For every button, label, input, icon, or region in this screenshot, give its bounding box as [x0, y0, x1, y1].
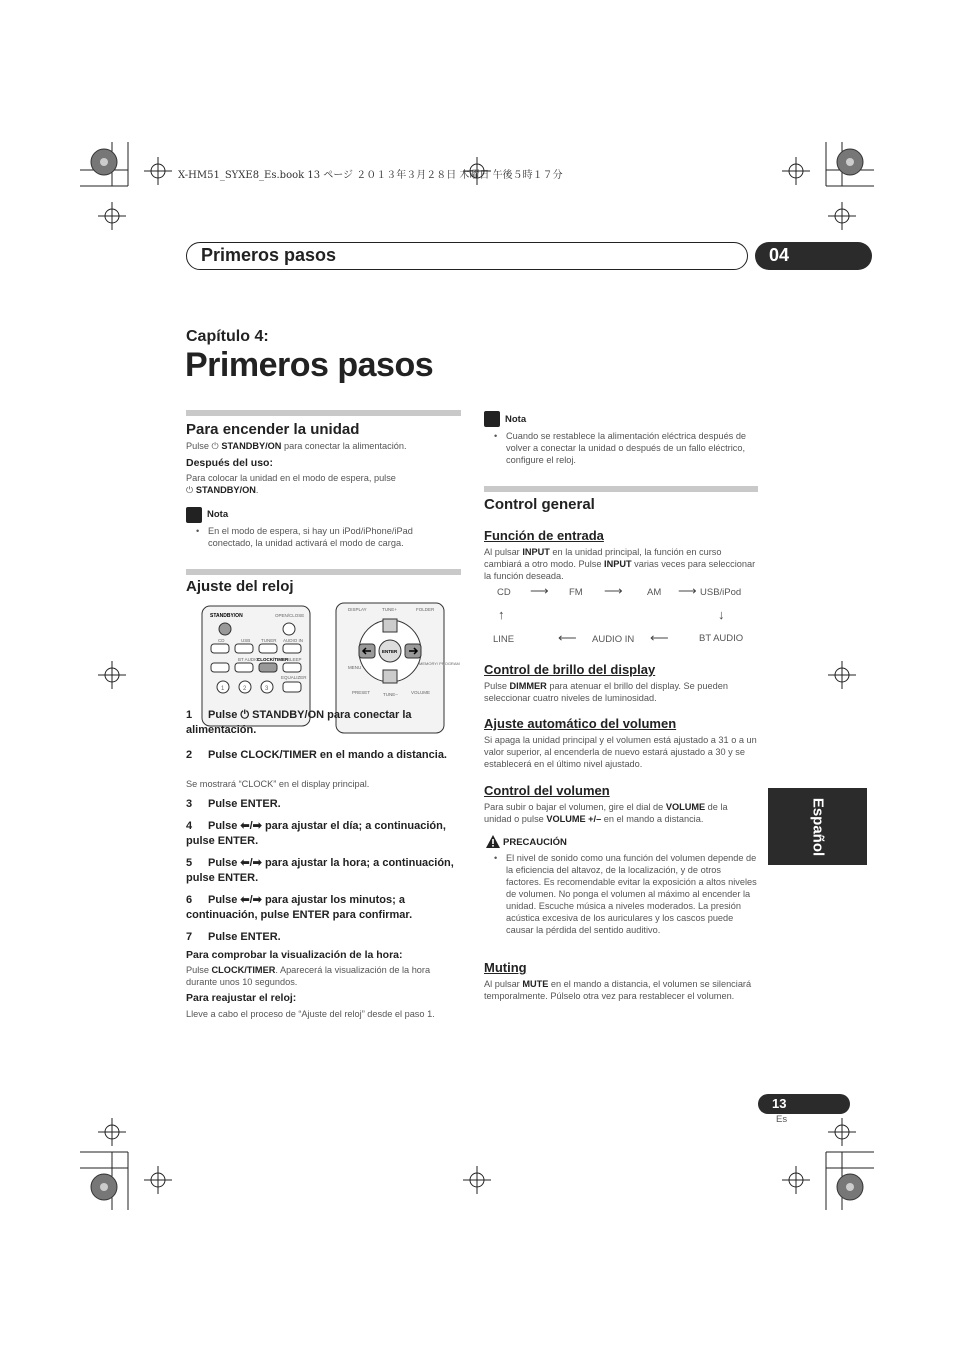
- svg-text:2: 2: [243, 686, 247, 692]
- arrow-right-icon: ⟶: [678, 583, 697, 598]
- nota-label: Nota: [207, 509, 229, 520]
- svg-text:MENU: MENU: [348, 665, 362, 670]
- svg-text:DISPLAY: DISPLAY: [348, 607, 367, 612]
- svg-text:CD: CD: [218, 638, 225, 643]
- step-4: 4 Pulse ⬅/➡ para ajustar el día; a continuación, pulse ENTER.: [186, 820, 446, 847]
- svg-text:BT AUDIO: BT AUDIO: [238, 657, 259, 662]
- page-title: Primeros pasos: [185, 346, 434, 384]
- check-time-text: Pulse CLOCK/TIMER. Aparecerá la visualización de la hora durante unos 10 segundos.: [186, 965, 431, 987]
- section-rule: [186, 569, 461, 575]
- power-icon: ⏻: [186, 485, 196, 495]
- svg-text:EQUALIZER: EQUALIZER: [281, 675, 307, 680]
- chapter-label: Capítulo 4:: [186, 328, 269, 345]
- svg-text:FOLDER: FOLDER: [416, 607, 435, 612]
- heading-control-volumen: Control del volumen: [484, 783, 610, 798]
- precaucion-bullet: El nivel de sonido como una función del volumen depende de la eficiencia del altavoz, de la localización, y de otros factores. Es recomendable evitar la exposición a altos niveles de volumen. No ponga el volumen al máximo al encender la unidad. Escuche música a niveles moderados. La presión acústica excesiva de los auriculares y los cascos puede causar la pérdida del sentido auditivo.: [506, 853, 757, 935]
- flow-line: LINE: [493, 634, 515, 645]
- flow-audio-in: AUDIO IN: [592, 634, 635, 645]
- svg-text:3: 3: [265, 686, 269, 692]
- section-rule: [186, 410, 461, 416]
- heading-encender: Para encender la unidad: [186, 421, 360, 438]
- chapter-number-pill: [755, 242, 872, 270]
- reset-clock-subheading: Para reajustar el reloj:: [186, 992, 297, 1004]
- step-6: 6 Pulse ⬅/➡ para ajustar los minutos; a continuación, pulse ENTER para confirmar.: [186, 894, 413, 921]
- step-7: 7 Pulse ENTER.: [186, 931, 281, 943]
- svg-text:CLOCK/TIMER: CLOCK/TIMER: [257, 657, 289, 662]
- svg-text:AUDIO IN: AUDIO IN: [283, 638, 304, 643]
- precaucion-label: PRECAUCIÓN: [503, 837, 567, 848]
- arrow-up-icon: ↑: [498, 607, 505, 622]
- page-number: 13: [772, 1096, 787, 1111]
- flow-fm: FM: [569, 587, 583, 598]
- heading-control-general: Control general: [484, 496, 595, 513]
- muting-text: Al pulsar MUTE en el mando a distancia, el volumen se silenciará temporalmente. Púlselo otra vez para restablecer el volumen.: [484, 979, 752, 1001]
- svg-text:TUNER: TUNER: [261, 638, 277, 643]
- print-header: X-HM51_SYXE8_Es.book 13 ページ ２０１３年３月２８日 木曜日 午後５時１７分: [178, 170, 563, 181]
- step-2: 2 Pulse CLOCK/TIMER en el mando a distancia.: [186, 749, 447, 761]
- svg-text:TUNE+: TUNE+: [382, 607, 397, 612]
- reset-clock-text: Lleve a cabo el proceso de “Ajuste del reloj” desde el paso 1.: [186, 1009, 435, 1019]
- step-2-note: Se mostrará “CLOCK” en el display principal.: [186, 779, 370, 789]
- chapter-header-title: Primeros pasos: [201, 245, 337, 265]
- brillo-text: Pulse DIMMER para atenuar el brillo del display. Se pueden seleccionar cuatro niveles de luminosidad.: [484, 681, 728, 703]
- volumen-text: Para subir o bajar el volumen, gire el dial de VOLUME de la unidad o pulse VOLUME +/– en el mando a distancia.: [484, 802, 728, 824]
- check-time-subheading: Para comprobar la visualización de la hora:: [186, 949, 403, 961]
- heading-muting: Muting: [484, 960, 527, 975]
- flow-cd: CD: [497, 587, 511, 598]
- remote-illustration-top: [201, 605, 311, 716]
- encender-text: Pulse ⏻ STANDBY/ON para conectar la alimentación.: [186, 441, 407, 451]
- page-number-pill: [758, 1094, 850, 1114]
- despues-text: Para colocar la unidad en el modo de espera, pulse ⏻ STANDBY/ON.: [186, 473, 396, 495]
- svg-text:VOLUME: VOLUME: [411, 690, 431, 695]
- svg-text:OPEN/CLOSE: OPEN/CLOSE: [275, 613, 305, 618]
- flow-bt-audio: BT AUDIO: [699, 633, 744, 644]
- nota-bullet: En el modo de espera, si hay un iPod/iPhone/iPad conectado, la unidad activará el modo de carga.: [208, 526, 413, 548]
- despues-subheading: Después del uso:: [186, 457, 273, 469]
- flow-am: AM: [647, 587, 662, 598]
- nota-bullet: Cuando se restablece la alimentación eléctrica después de volver a conectar la unidad o después de un fallo eléctrico, configure el reloj.: [506, 431, 747, 465]
- arrow-left-icon: ⟵: [558, 630, 577, 645]
- svg-text:USB: USB: [241, 638, 251, 643]
- warning-icon: [486, 835, 500, 848]
- nota-label: Nota: [505, 414, 527, 425]
- arrow-right-icon: ⟶: [530, 583, 549, 598]
- heading-reloj: Ajuste del reloj: [186, 578, 294, 595]
- svg-text:PRESET: PRESET: [352, 690, 371, 695]
- arrow-left-icon: ⟵: [650, 630, 669, 645]
- svg-text:STANDBY/ON: STANDBY/ON: [210, 613, 243, 619]
- chapter-number: 04: [769, 245, 790, 265]
- heading-brillo: Control de brillo del display: [484, 662, 656, 677]
- language-tab: [768, 788, 867, 865]
- svg-text:TUNE–: TUNE–: [383, 692, 398, 697]
- power-icon: ⏻: [211, 441, 222, 451]
- note-icon: [186, 507, 202, 523]
- note-icon: [484, 411, 500, 427]
- heading-ajuste-automatico: Ajuste automático del volumen: [484, 716, 677, 731]
- arrow-right-icon: ⟶: [604, 583, 623, 598]
- svg-text:1: 1: [221, 686, 225, 692]
- step-3: 3 Pulse ENTER.: [186, 798, 281, 810]
- chapter-header-bar: [186, 242, 748, 270]
- step-5: 5 Pulse ⬅/➡ para ajustar la hora; a continuación, pulse ENTER.: [186, 857, 454, 884]
- section-rule: [484, 486, 758, 492]
- svg-text:SLEEP: SLEEP: [287, 657, 302, 662]
- svg-text:MEMORY/ PROGRAM: MEMORY/ PROGRAM: [419, 661, 460, 666]
- language-tab-label: Español: [809, 797, 826, 856]
- svg-text:ENTER: ENTER: [382, 649, 398, 654]
- remote-illustration-navigation: [335, 602, 460, 716]
- arrow-down-icon: ↓: [718, 607, 725, 622]
- heading-funcion-entrada: Función de entrada: [484, 528, 604, 543]
- funcion-text: Al pulsar INPUT en la unidad principal, la función en curso cambiará a otro modo. Pulse INPUT varias veces para seleccionar la función deseada.: [484, 547, 756, 581]
- auto-vol-text: Si apaga la unidad principal y el volumen está ajustado a 31 o a un valor superior, al encenderla de nuevo estará ajustado a 30 y se establecerá en el último nivel ajustado.: [484, 735, 757, 769]
- page-language: Es: [776, 1114, 788, 1125]
- step-1: 1 Pulse ⏻ STANDBY/ON para conectar la alimentación.: [186, 709, 412, 736]
- flow-usb-ipod: USB/iPod: [700, 587, 742, 598]
